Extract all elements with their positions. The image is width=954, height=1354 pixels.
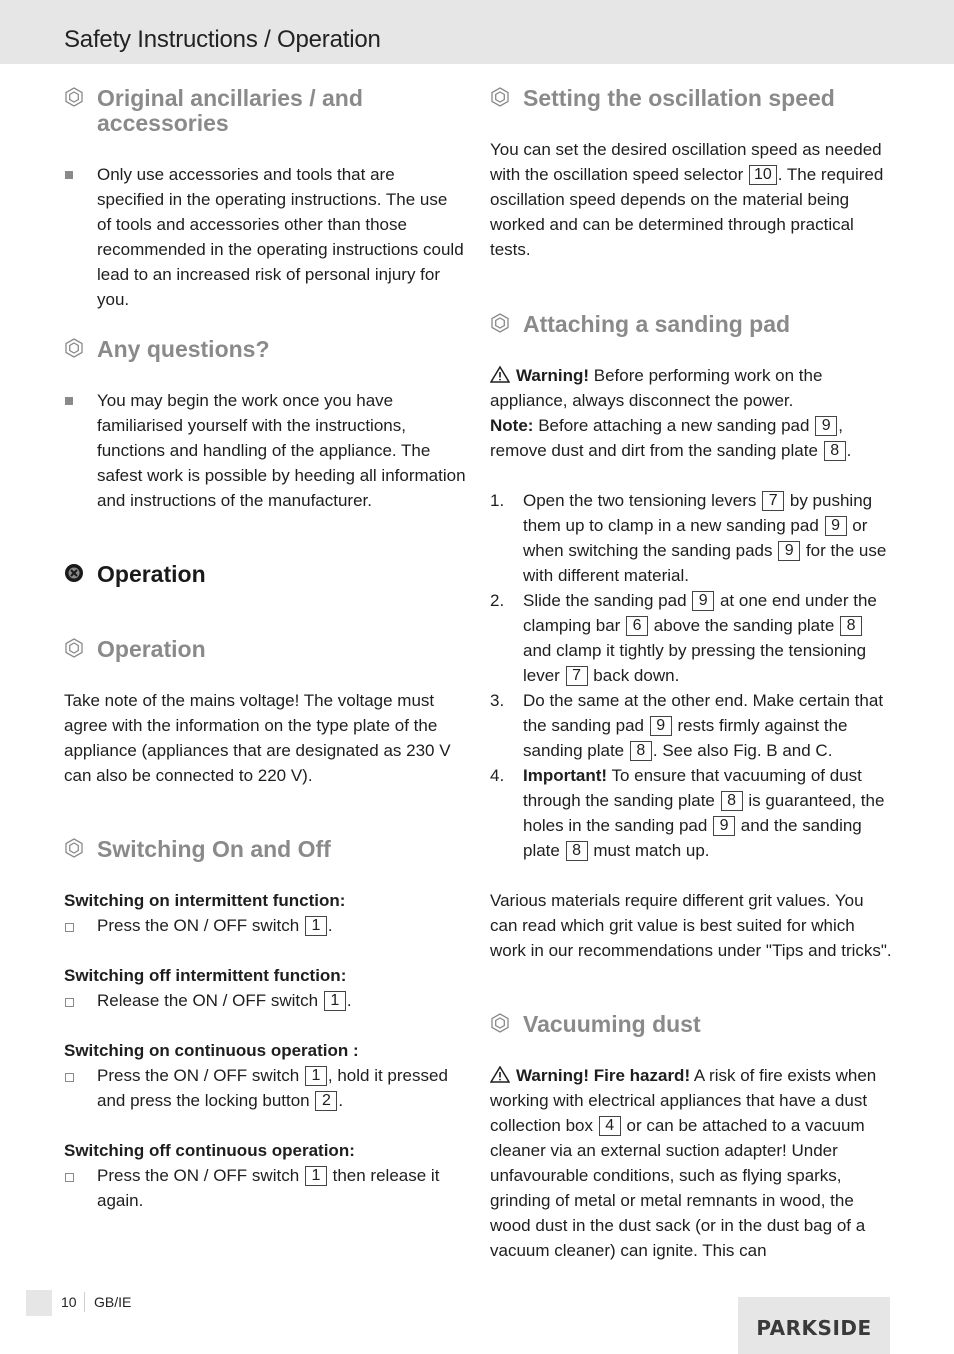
subheading: Switching on continuous operation : xyxy=(64,1041,359,1060)
brand-logo-text: PARKSIDE xyxy=(756,1316,872,1340)
page-header xyxy=(0,0,954,64)
hexagon-icon xyxy=(64,87,84,107)
hollow-square-bullet-icon xyxy=(65,998,74,1007)
warning-triangle-icon xyxy=(490,1066,510,1083)
grit-paragraph: Various materials require different grit values. You can read which grit value is best suited for which work in our recommendations under "Tips and tricks". xyxy=(490,891,892,960)
square-bullet-icon xyxy=(65,171,73,179)
hexagon-icon xyxy=(64,638,84,658)
vacuum-warning: Warning! Fire hazard! A risk of fire exists when working with electrical appliances that have a dust collection box 4 or can be attached to a vacuum cleaner via an external suction adapter! Under unfavourable conditions, such as flying sparks, grinding of metal or metal remnants in wood, the wood dust in the dust sack (or in the dust bag of a vacuum cleaner) can ignite. This can xyxy=(490,1066,877,1260)
warning-triangle-icon xyxy=(490,366,510,383)
footer-marker xyxy=(26,1290,52,1316)
hollow-square-bullet-icon xyxy=(65,1173,74,1182)
subheading: Switching off continuous operation: xyxy=(64,1141,355,1160)
hexagon-icon xyxy=(490,313,510,333)
reference-number: 8 xyxy=(840,616,862,636)
subheading: Switching on intermittent function: xyxy=(64,891,346,910)
reference-number: 8 xyxy=(630,741,652,761)
reference-number: 1 xyxy=(324,991,346,1011)
pad-warning: Warning! Before performing work on the appliance, always disconnect the power. Note: Before attaching a new sanding pad 9 , remove dust and dirt from the sanding plate 8 . xyxy=(490,366,852,460)
reference-number: 9 xyxy=(650,716,672,736)
reference-number: 1 xyxy=(305,1166,327,1186)
reference-number: 7 xyxy=(762,491,784,511)
hexagon-icon xyxy=(490,87,510,107)
reference-number: 2 xyxy=(315,1091,337,1111)
reference-number: 8 xyxy=(824,441,846,461)
square-bullet-icon xyxy=(65,397,73,405)
reference-number: 8 xyxy=(721,791,743,811)
reference-number: 9 xyxy=(713,816,735,836)
reference-number: 1 xyxy=(305,916,327,936)
hollow-square-bullet-icon xyxy=(65,923,74,932)
reference-number: 1 xyxy=(305,1066,327,1086)
reference-number: 6 xyxy=(626,616,648,636)
page-number: 10 xyxy=(61,1294,77,1310)
hollow-square-bullet-icon xyxy=(65,1073,74,1082)
speed-paragraph: You can set the desired oscillation speed as needed with the oscillation speed selector 10 . The required oscillation speed depends on the material being worked and can be determined through practical tests. xyxy=(490,140,884,259)
page-title: Safety Instructions / Operation xyxy=(64,26,381,53)
footer-divider xyxy=(84,1292,85,1312)
reference-number: 4 xyxy=(599,1116,621,1136)
reference-number: 9 xyxy=(778,541,800,561)
language-code: GB/IE xyxy=(94,1294,132,1310)
hexagon-icon xyxy=(64,838,84,858)
reference-number: 10 xyxy=(749,165,777,185)
reference-number: 9 xyxy=(815,416,837,436)
subheading: Switching off intermittent function: xyxy=(64,966,347,985)
reference-number: 8 xyxy=(566,841,588,861)
reference-number: 9 xyxy=(825,516,847,536)
hexagon-icon xyxy=(64,338,84,358)
operation-paragraph: Take note of the mains voltage! The voltage must agree with the information on the type plate of the appliance (appliances that are designated as 230 V can also be connected to 220 V). xyxy=(64,691,451,785)
reference-number: 9 xyxy=(692,591,714,611)
hexagon-icon xyxy=(490,1013,510,1033)
reference-number: 7 xyxy=(566,666,588,686)
brand-logo xyxy=(738,1297,890,1354)
filled-circle-icon xyxy=(64,563,84,583)
